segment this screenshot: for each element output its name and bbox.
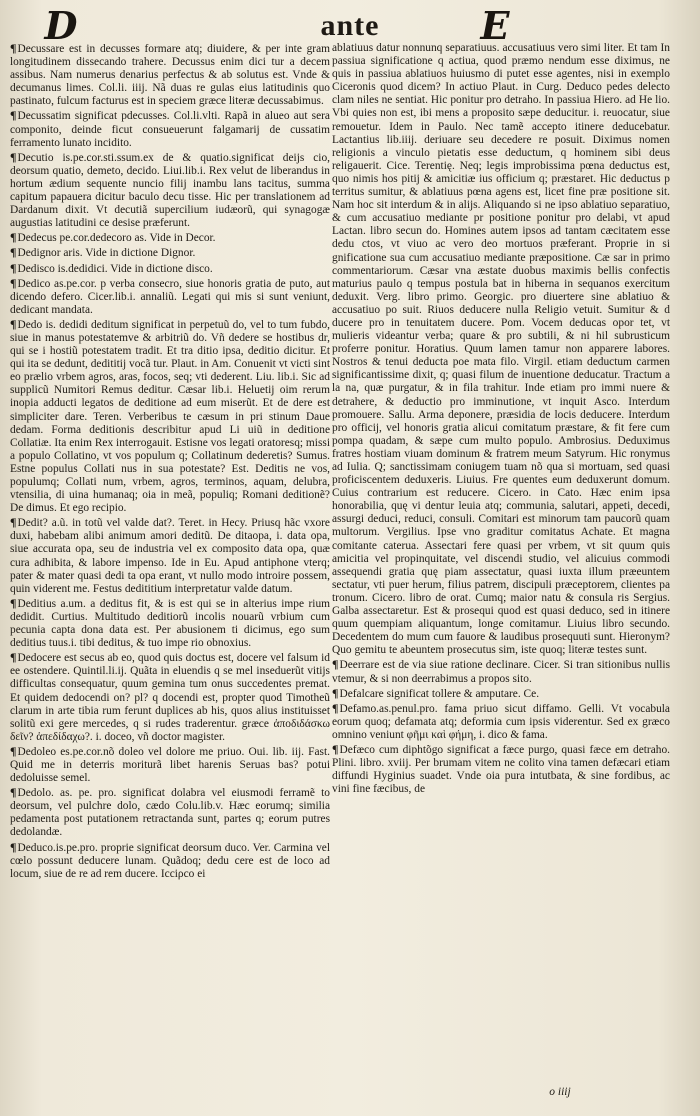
entry-text: Dedo is. dedidi deditum significat in perpetuũ do, vel to tum fubdo, siue in manus potestatemve & arbitriũ do. Vñ dedere se hostibus dr, qui se i hostiũ potestatem tradit. Et tra ditio ipsa, deditio dicitur. Et qui ita se dedunt, dedititij vocã tur. Plaut. in Am. Conuenit vt victi sint eo prælio vrbem agros, aras, focos, seq; vti dederent. Liu. lib.i. Sic ad supplicũ Numitori Remus deditur. Cæsar lib.i. Heluetij oim rerum inopia adducti legatos de deditione ad eum miserũt. Et de dere est simpliciter dare. Teren. Verberibus te cæsum in pri stinum Daue dedam. Forma deditionis describitur apud Li uiũ in deditione Collatiæ. Ita enim Rex interrogauit. Estisne vos legati oratoresq; missi a populo Collatino, vt vos populum q; Collatinum dederetis? Sumus. Estne populus Collati nus in sua potestate? Est. Deditis ne vos, populumq; Collati num, vrbem, agros, terminos, aquam, delubra, vtensilia, di uina humanaq; oia in meã, populiq; Romani deditionẽ? De dimus. Et ego recipio.	[10, 318, 330, 515]
dictionary-entry	[10, 651, 330, 744]
entry-text: Dedocere est secus ab eo, quod quis doctus est, docere vel falsum id ee ostendere. Quintil.li.ij. Quãta in eluendis q se mel inseduerũt vitijs difficultas consequatur, quum gemina tum onus succedentes premat. Et quidem dedocendi on? pl? q docendi est, propter quod Timotheũ clarum in arte tibia rum ferunt duplices ab his, quos alius instituisset solitũ exi gere mercedes, q si rudes traderentur. græce ἀποδιδάσκω δεῖν? ἀπεδίδαχω?. i. doceo, vñ doctor magister.	[10, 652, 330, 743]
dictionary-entry	[10, 151, 330, 231]
dictionary-entry	[10, 246, 330, 260]
pilcrow-icon: ¶	[10, 595, 17, 610]
entry-text: Defalcare significat tollere & amputare. Ce.	[339, 687, 540, 700]
entry-text: Decussatim significat pdecusses. Col.li.vlti. Rapã in alueo aut sera componito, deinde ficut consueuerunt falgamarij de cussatim ferramento lunato incidito.	[10, 110, 330, 149]
right-column	[332, 42, 670, 797]
dictionary-entry	[10, 42, 330, 108]
entry-text: Defamo.as.penul.pro. fama priuo sicut diffamo. Gelli. Vt vocabula eorum quoq; defamata atq; deformia cum ipsis viderentur. Sed ex græco omnino veniunt φῆμι καὶ φήμη, i. dico & fama.	[332, 702, 670, 741]
dictionary-entry	[332, 42, 670, 657]
dictionary-entry	[10, 262, 330, 276]
pilcrow-icon: ¶	[10, 515, 17, 530]
pilcrow-icon: ¶	[10, 316, 17, 331]
entry-text: Defæco cum diphtõgo significat a fæce purgo, quasi fæce em detraho. Plini. libro. xviij. Per brumam vitem ne colito vina tamen defæcari etiam diffundi Hyginius suadet. Vnde oia pura intutbata, & sine fordibus, ac vini fine fæcibus, de	[332, 743, 670, 796]
dictionary-entry	[10, 516, 330, 596]
pilcrow-icon: ¶	[10, 108, 17, 123]
entry-text: ablatiuus datur nonnunq separatiuus. accusatiuus vero simi liter. Et tam In passiua significatione q actiua, quod præmo nendum esse diximus, ne quis in passiua ablatiuos huiusmo di putet esse agentes, nisi in exemplo Ciceronis quod dicem? In actiuo Plaut. in Curg. Deduco pedes delecto clam niles ne sentiat. Hic ponitur pro detraho. In passiua Hiero. ad He lio. Vbi quies non est, ibi mens a proposito sæpe deducitur. i. reuocatur, siue remouetur. Idem in Paulo. Nec tamẽ accepto itinere deducebatur. Lactantius lib.iiij. deriuare seu decedere re posuit. Diximus nomen religionis a vinculo pietatis esse deductum, q hominem sibi deus religauerit. Cice. Terentię. Neq; legis improbissima pœna deductus est, quo nimis hos pitij & amicitiæ ius officium q; præstaret. Hic deductus p territus sumitur, & ablatiuus pœna agens est, licet fine præ positione sit. Nam hoc sit interdum & in alijs. Aliquando si ne ipso ablatiuo separatiuo, & cum accusatiuo mediante pr positione ponitur pro delabi, vt apud Lactan. libro secun do. Homines autem ipsos ad tantam cæcitatem esse dedu ctos, vt viuo ac vero deo mortuos præferant. Proprie in si gnificatione sua cum accusatiuo mediante præpositione. Cæ sar in primo commentariorum. Cæsar vna æstate duobus maximis bellis confectis maturius paulo q tempus postula bat in hiberna in sequanos exercitum deduxit. Verg. libro primo. Georgic. pro diuertere sine ablatiuo & accusatiuo po suit. Riuos deducere nulla Religio vetuit. Sumitur & d ducere pro in tenuitatem ducere. Pom. Vocem deducas opor tet, vt mulieris videantur verba; quare & pro subtili, & ni hil subrusticum proferre ponitur. Horatius. Quum lamen tamur non apparere labores. Nostros & tenui deducta poe mata filo. Virgil. etiam deductum carmen significantissime dixit, q; quasi filum de inuentione deducatur. Tractum a la na, quæ purgatur, & in fila trahitur. Inde etiam pro immi nuere & detrahere, & deductio pro imminutione, vt inquit Asco. Interdum promouere. Sallu. Arma deponere, præsidia de locis deducere. Interdum pro officij, vel honoris gratia alicui comitatum præstare, & fit fere cum pompa quadam, & sæpe cum multo populo. Ambrosius. Deduximus fratres hostiam viuam dominum & fratrem meum Satyrum. Hic ronymus ad Iulia. Q; sanctissimam coniugem tuam nõ qua si mortuam, sed quasi proficiscentem deduxeris. Liuius. Fre quentes eum deduxerunt domum. Cuius contrarium est reducere. Cicero. in Cato. Hæc enim ipsa honorabilia, quę vi dentur leuia atq; communia, salutari, appeti, decedi, assurgi deduci, reduci, consuli. Comitari est minorum tam paucorũ quam multorum. Vergilius. Ipse vno graditur comitatus Achate. Et magna comitante caterua. Assectari fere quasi per vrbem, vt sit quum quis amicitia vel propinquitate, vel discendi studio, vel alicuius commodi assequendi gratia quę piam assectatur, quasi iuxta illum præeuntem sectatur, vti puer herum, filius patrem, discipuli præceptorem, clientes pa tronum. Cicero. libro de orat. Cumq; maior natu & consula ris Sergius. Galba assectaretur. Est & prosequi quod est quasi deduco, sed in itinere quum quempiam aliquantum, longe comitamur. Liuius libro secundo. Decedentem do mum cum fauore & laudibus prosequuti sunt. Hieronym? Quo gemitu te abeuntem prosecutus sim, iste quoq; literæ testes sunt.	[332, 42, 670, 657]
initial-letter-left: D	[44, 3, 78, 48]
dictionary-entry	[10, 786, 330, 839]
signature-mark: o iiij	[549, 1086, 571, 1098]
entry-text: Deerrare est de via siue ratione declinare. Cicer. Si tran sitionibus nullis vtemur, & si non deerrabimus a propos sito.	[332, 659, 670, 685]
entry-text: Dedoleo es.pe.cor.nõ doleo vel dolore me priuo. Oui. lib. iij. Fast. Quid me in deterris moriturã libet harenis Seruas bas? potui dedoluisse semel.	[10, 745, 330, 785]
entry-text: Deduco.is.pe.pro. proprie significat deorsum duco. Ver. Carmina vel cœlo possunt deducere lunam. Quãdoq; dedu cere est de loco ad locum, siue de re ad rem ducere. Icciρco ei	[10, 841, 330, 880]
entry-text: Dedignor aris. Vide in dictione Dignor.	[17, 247, 196, 260]
entry-text: Deditius a.um. a deditus fit, & is est qui se in alterius impe rium dedidit. Curtius. Multitudo deditiorũ incolis nouarũ vrbium cum pecunia capta dona data est. Per abusionem ti dicimus, ego sum deditius tuus.i. tibi deditus, & tuo impe rio obnoxius.	[10, 597, 330, 650]
entry-text: Dedico as.pe.cor. p verba consecro, siue honoris gratia de puto, aut dicendo defero. Cicer.lib.i. annaliũ. Legati qui mis si sunt veniunt, dedicant mandata.	[10, 277, 330, 316]
pilcrow-icon: ¶	[332, 685, 339, 700]
pilcrow-icon: ¶	[10, 650, 17, 665]
pilcrow-icon: ¶	[332, 741, 339, 756]
dictionary-entry	[10, 597, 330, 650]
pilcrow-icon: ¶	[10, 275, 17, 290]
entry-text: Decussare est in decusses formare atq; diuidere, & per inte gram longitudinem dissecando trahere. Decussus enim dici tur a decem assibus. Nam numerus denarius perfectus & ab solutus est. Vnde & decumanus limes. Col.li. iiij. Nã duas re gulas eius latitudinis quo pastinato, fulcum facturus est in speciem græce literæ decussabimus.	[10, 43, 330, 108]
entry-text: Dedolo. as. pe. pro. significat dolabra vel eiusmodi ferramẽ to deorsum, vel pulchre dolo, cædo Colu.lib.v. Hæc eorumq; similia pedamenta post putationem retractanda sunt, partes q; eorum putres dedolandæ.	[10, 787, 330, 839]
pilcrow-icon: ¶	[10, 785, 17, 800]
entry-text: Dedecus pe.cor.dedecoro as. Vide in Decor.	[17, 232, 216, 245]
pilcrow-icon: ¶	[10, 260, 17, 275]
left-column	[10, 42, 330, 882]
entry-text: Decutio is.pe.cor.sti.ssum.ex de & quatio.significat deijs cio, deorsum quatio, demeto, decido. Liui.lib.i. Rex velut de liberandus in hortum ædium sequente nuncio filij inambu lans tacitus, summa capitum papauera dicitur baculo decu tisse. Hic per translationem ad Dardanum dixit. Vt decutiã supercilium iudæorũ, qui synagogæ augustias latitudini ce desise præferunt.	[10, 151, 330, 230]
pilcrow-icon: ¶	[332, 657, 339, 672]
dictionary-entry	[10, 318, 330, 515]
dictionary-entry	[332, 743, 670, 796]
pilcrow-icon: ¶	[10, 149, 17, 164]
dictionary-entry	[10, 745, 330, 785]
dictionary-entry	[10, 841, 330, 881]
dictionary-entry	[10, 109, 330, 149]
pilcrow-icon: ¶	[10, 743, 17, 758]
dictionary-entry	[332, 702, 670, 742]
entry-text: Dedit? a.ũ. in totũ vel valde dat?. Teret. in Hecy. Priusq hãc vxore duxi, habebam alibi animum amori deditũ. De ditaopa, i. data opa, siue accurata opa, seu de industria vel ex composito data opa, quæ cura adhibita, & labore impenso. Ide in Eu. Apud antiphone vterq; pater & mater quasi dedi ta opa erant, vt nullo modo introire possem, quin viderent me. Festus dedititium interpretatur valde datum.	[10, 517, 330, 595]
pilcrow-icon: ¶	[10, 245, 17, 260]
pilcrow-icon: ¶	[10, 839, 17, 854]
pilcrow-icon: ¶	[332, 700, 339, 715]
pilcrow-icon: ¶	[10, 41, 17, 55]
dictionary-entry	[332, 687, 670, 701]
pilcrow-icon: ¶	[10, 230, 17, 245]
dictionary-entry	[332, 658, 670, 685]
dictionary-entry	[10, 231, 330, 245]
running-head: ante	[320, 9, 380, 42]
dictionary-entry	[10, 277, 330, 317]
initial-letter-right: E	[480, 3, 510, 48]
entry-text: Dedisco is.dedidici. Vide in dictione disco.	[17, 262, 213, 275]
